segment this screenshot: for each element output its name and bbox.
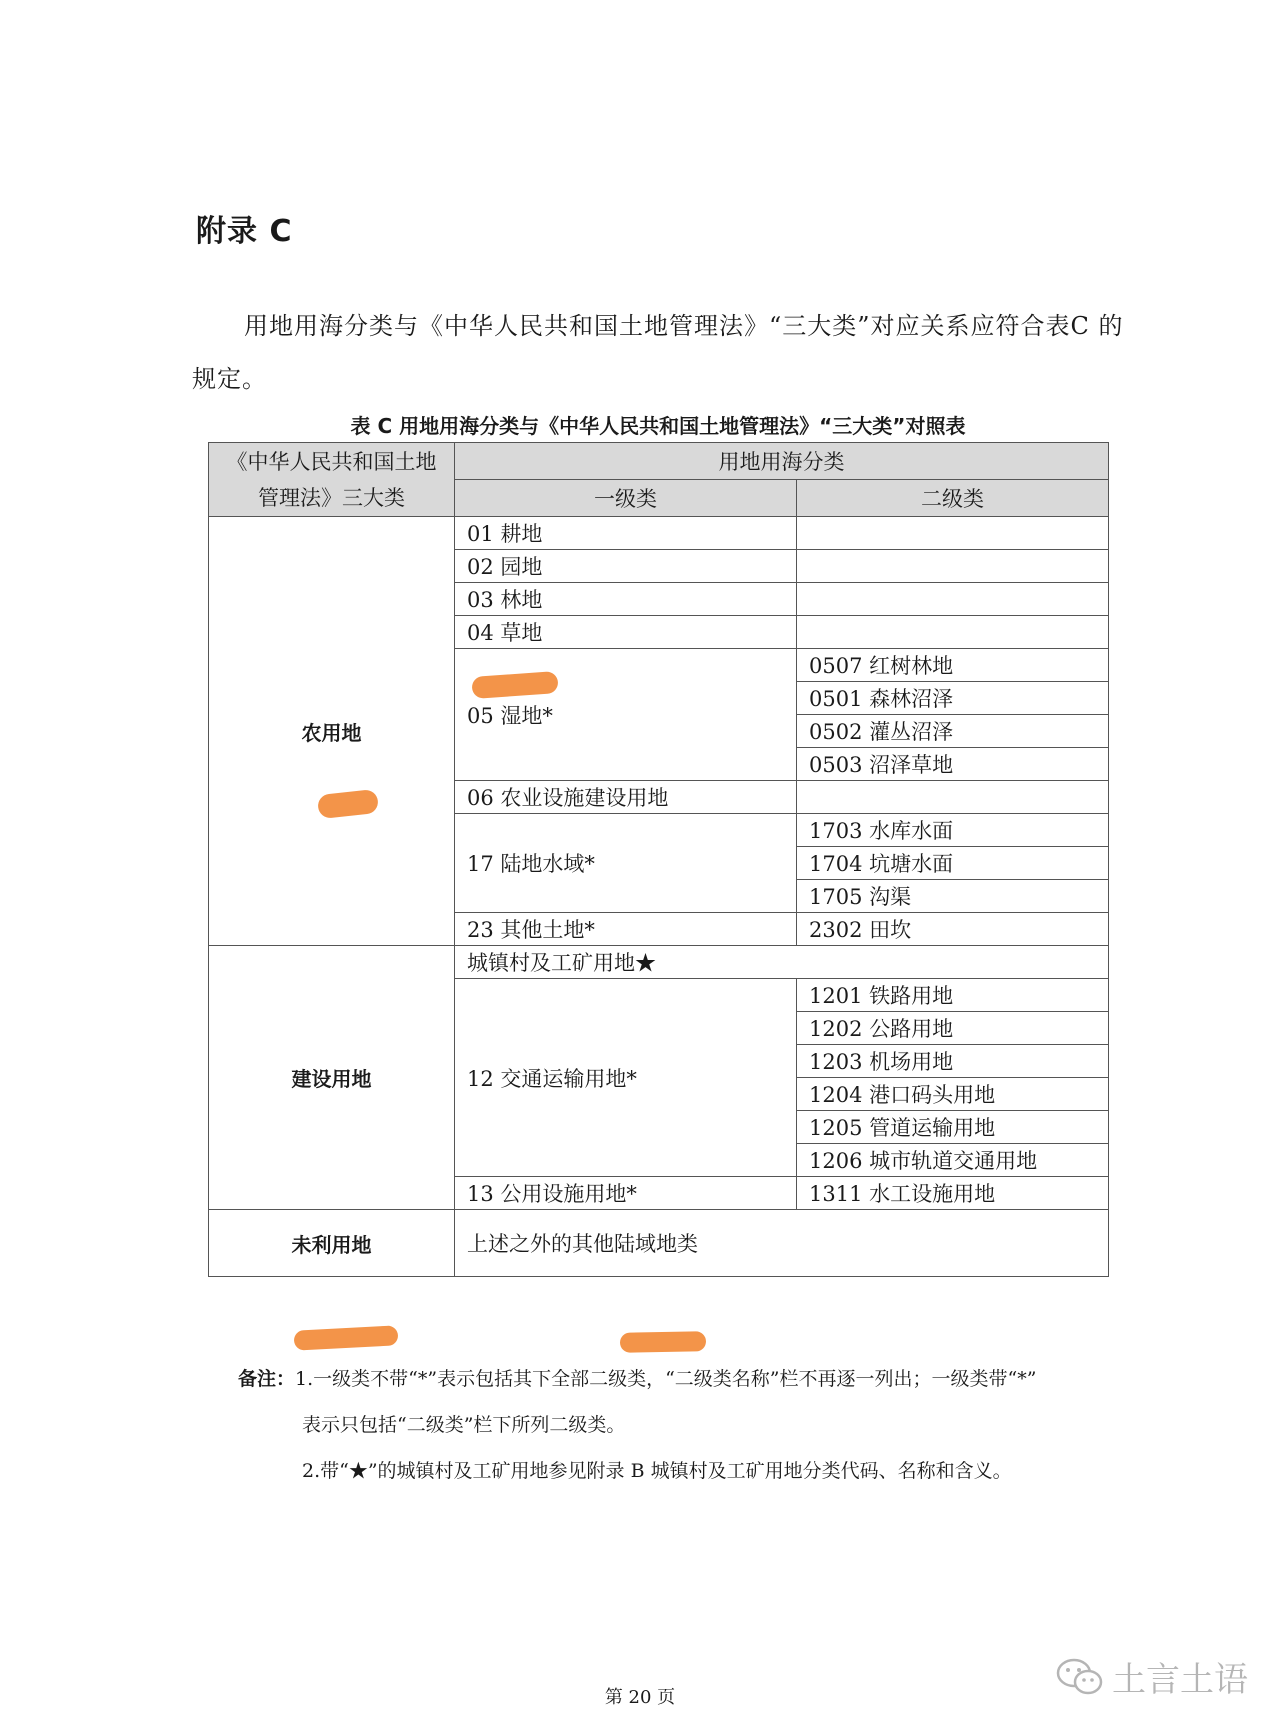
level1-cell: 01 耕地 [455,517,797,550]
intro-paragraph: 用地用海分类与《中华人民共和国土地管理法》“三大类”对应关系应符合表C 的规定。 [192,312,1124,393]
level1-cell: 23 其他土地* [455,913,797,946]
level1-cell: 13 公用设施用地* [455,1177,797,1210]
level2-cell: 1201 铁路用地 [797,979,1109,1012]
level2-cell: 1311 水工设施用地 [797,1177,1109,1210]
level2-cell: 2302 田坎 [797,913,1109,946]
level2-cell: 1704 坑塘水面 [797,847,1109,880]
header-classification: 用地用海分类 [455,443,1109,480]
level1-cell: 06 农业设施建设用地 [455,781,797,814]
category-unused: 未利用地 [209,1210,455,1277]
level1-cell: 05 湿地* [455,649,797,781]
level1-cell: 17 陆地水域* [455,814,797,913]
level2-cell: 1204 港口码头用地 [797,1078,1109,1111]
level2-cell [797,781,1109,814]
category-agri: 农用地 [209,517,455,946]
level2-cell: 1703 水库水面 [797,814,1109,847]
level2-cell [797,583,1109,616]
note-1b: 表示只包括“二级类”栏下所列二级类。 [302,1414,626,1436]
level1-cell: 03 林地 [455,583,797,616]
highlight-mark [294,1325,399,1350]
note-1a: 1.一级类不带“*”表示包括其下全部二级类，“二级类名称”栏不再逐一列出；一级类带“*” [295,1368,1037,1390]
level2-cell: 0501 森林沼泽 [797,682,1109,715]
header-level2: 二级类 [797,480,1109,517]
header-three-categories: 《中华人民共和国土地管理法》三大类 [209,443,455,517]
level2-cell: 0507 红树林地 [797,649,1109,682]
level2-cell: 1205 管道运输用地 [797,1111,1109,1144]
level2-cell: 0503 沼泽草地 [797,748,1109,781]
wechat-icon [1056,1657,1104,1697]
classification-table [208,442,1109,1277]
watermark [1056,1652,1248,1701]
level1-cell: 12 交通运输用地* [455,979,797,1177]
urban-land-cell: 城镇村及工矿用地★ [455,946,1109,979]
unused-desc-cell: 上述之外的其他陆域地类 [455,1210,1109,1277]
level2-cell [797,550,1109,583]
notes [238,1356,1138,1494]
appendix-heading: 附录 C [196,214,293,249]
highlight-mark [620,1331,706,1352]
level2-cell [797,517,1109,550]
level2-cell [797,616,1109,649]
note-2: 2.带“★”的城镇村及工矿用地参见附录 B 城镇村及工矿用地分类代码、名称和含义。 [302,1460,1012,1482]
level1-cell: 04 草地 [455,616,797,649]
category-construction: 建设用地 [209,946,455,1210]
level2-cell: 1206 城市轨道交通用地 [797,1144,1109,1177]
watermark-text: 土言土语 [1112,1660,1248,1700]
notes-label: 备注： [238,1368,296,1390]
level1-cell: 02 园地 [455,550,797,583]
level2-cell: 1202 公路用地 [797,1012,1109,1045]
level2-cell: 0502 灌丛沼泽 [797,715,1109,748]
level2-cell: 1705 沟渠 [797,880,1109,913]
level2-cell: 1203 机场用地 [797,1045,1109,1078]
page-number: 第 20 页 [604,1687,676,1708]
table-caption: 表 C 用地用海分类与《中华人民共和国土地管理法》“三大类”对照表 [350,414,966,438]
header-level1: 一级类 [455,480,797,517]
